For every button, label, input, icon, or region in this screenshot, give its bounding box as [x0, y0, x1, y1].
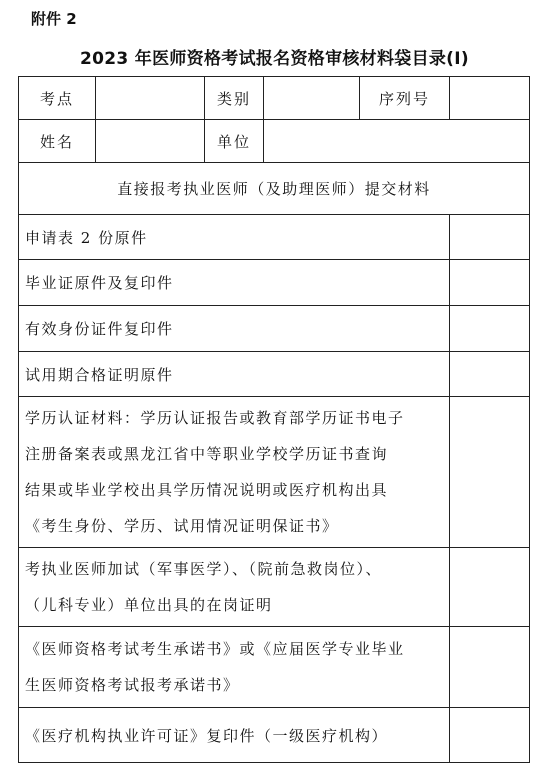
unit-field	[264, 120, 530, 163]
check-cell	[450, 548, 530, 627]
check-cell	[450, 627, 530, 708]
materials-table	[18, 76, 530, 763]
exam-site-label: 考点	[19, 77, 96, 120]
document-title: 2023 年医师资格考试报名资格审核材料袋目录(I)	[80, 49, 469, 69]
header-row-1	[19, 77, 530, 120]
item-text: 试用期合格证明原件	[19, 352, 450, 397]
list-item	[19, 397, 530, 548]
item-line: （儿科专业）单位出具的在岗证明	[25, 596, 273, 614]
item-line: 生医师资格考试报考承诺书》	[25, 676, 240, 694]
exam-site-field	[96, 77, 205, 120]
item-line: 结果或毕业学校出具学历情况说明或医疗机构出具	[25, 481, 389, 499]
list-item	[19, 627, 530, 708]
list-item	[19, 215, 530, 260]
item-line: 《医师资格考试考生承诺书》或《应届医学专业毕业	[25, 640, 405, 658]
attachment-label: 附件 2	[31, 10, 77, 28]
section-header-row	[19, 163, 530, 215]
item-line: 考执业医师加试（军事医学）、（院前急救岗位）、	[25, 560, 383, 578]
item-line: 学历认证材料：学历认证报告或教育部学历证书电子	[25, 409, 405, 427]
category-field	[264, 77, 360, 120]
unit-label: 单位	[205, 120, 264, 163]
name-field	[96, 120, 205, 163]
item-text: 毕业证原件及复印件	[19, 260, 450, 306]
item-text	[19, 397, 450, 548]
list-item	[19, 352, 530, 397]
check-cell	[450, 306, 530, 352]
list-item	[19, 548, 530, 627]
item-line: 注册备案表或黑龙江省中等职业学校学历证书查询	[25, 445, 389, 463]
list-item	[19, 306, 530, 352]
item-text: 有效身份证件复印件	[19, 306, 450, 352]
check-cell	[450, 215, 530, 260]
serial-number-field	[450, 77, 530, 120]
item-text	[19, 548, 450, 627]
item-line: 《考生身份、学历、试用情况证明保证书》	[25, 517, 339, 535]
check-cell	[450, 260, 530, 306]
check-cell	[450, 397, 530, 548]
list-item	[19, 708, 530, 763]
item-text: 申请表 2 份原件	[19, 215, 450, 260]
section-header: 直接报考执业医师（及助理医师）提交材料	[19, 163, 530, 215]
name-label: 姓名	[19, 120, 96, 163]
header-row-2	[19, 120, 530, 163]
item-text	[19, 627, 450, 708]
list-item	[19, 260, 530, 306]
check-cell	[450, 708, 530, 763]
serial-number-label: 序列号	[360, 77, 450, 120]
category-label: 类别	[205, 77, 264, 120]
item-text: 《医疗机构执业许可证》复印件（一级医疗机构）	[19, 708, 450, 763]
check-cell	[450, 352, 530, 397]
